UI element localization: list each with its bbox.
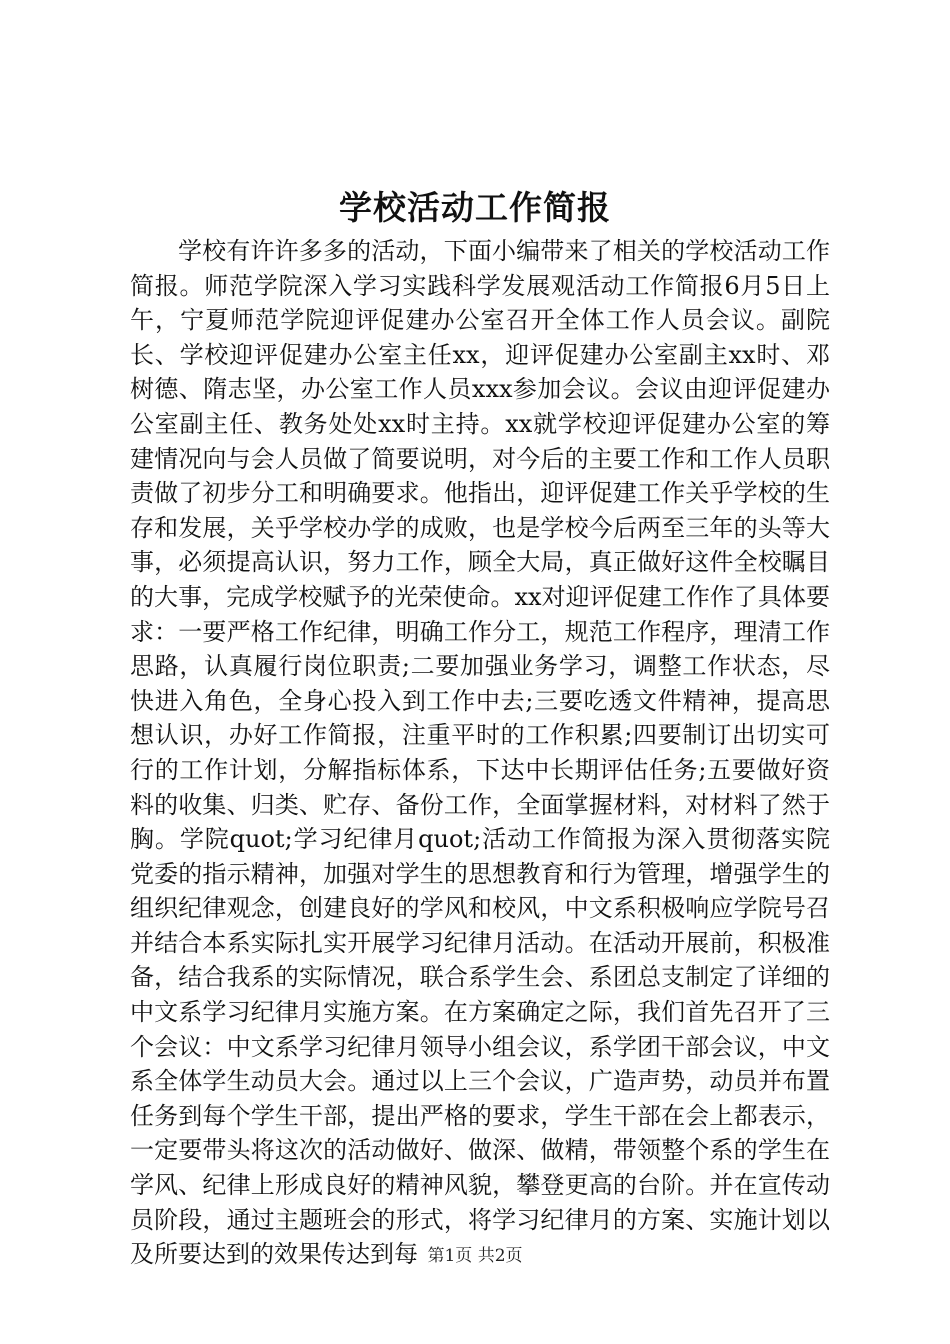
page-number-footer: 第1页 共2页: [427, 1246, 523, 1266]
body-paragraph: 学校有许许多多的活动，下面小编带来了相关的学校活动工作简报。师范学院深入学习实践科学发展观活动工作简报6月5日上午，宁夏师范学院迎评促建办公室召开全体工作人员会议。副院长、学校迎评促建办公室主任xx，迎评促建办公室副主xx时、邓树德、隋志坚，办公室工作人员xxx参加会议。会议由迎评促建办公室副主任、教务处处xx时主持。xx就学校迎评促建办公室的筹建情况向与会人员做了简要说明，对今后的主要工作和工作人员职责做了初步分工和明确要求。他指出，迎评促建工作关乎学校的生存和发展，关乎学校办学的成败，也是学校今后两至三年的头等大事，必须提高认识，努力工作，顾全大局，真正做好这件全校瞩目的大事，完成学校赋予的光荣使命。xx对迎评促建工作作了具体要求：一要严格工作纪律，明确工作分工，规范工作程序，理清工作思路，认真履行岗位职责;二要加强业务学习，调整工作状态，尽快进入角色，全身心投入到工作中去;三要吃透文件精神，提高思想认识，办好工作简报，注重平时的工作积累;四要制订出切实可行的工作计划，分解指标体系，下达中长期评估任务;五要做好资料的收集、归类、贮存、备份工作，全面掌握材料，对材料了然于胸。学院quot;学习纪律月quot;活动工作简报为深入贯彻落实院党委的指示精神，加强对学生的思想教育和行为管理，增强学生的组织纪律观念，创建良好的学风和校风，中文系积极响应学院号召并结合本系实际扎实开展学习纪律月活动。在活动开展前，积极准备，结合我系的实际情况，联合系学生会、系团总支制定了详细的中文系学习纪律月实施方案。在方案确定之际，我们首先召开了三个会议：中文系学习纪律月领导小组会议，系学团干部会议，中文系全体学生动员大会。通过以上三个会议，广造声势，动员并布置任务到每个学生干部，提出严格的要求，学生干部在会上都表示，一定要带头将这次的活动做好、做深、做精，带领整个系的学生在学风、纪律上形成良好的精神风貌，攀登更高的台阶。并在宣传动员阶段，通过主题班会的形式，将学习纪律月的方案、实施计划以及所要达到的效果传达到每: [130, 237, 830, 1269]
document-title: 学校活动工作简报: [339, 188, 611, 227]
